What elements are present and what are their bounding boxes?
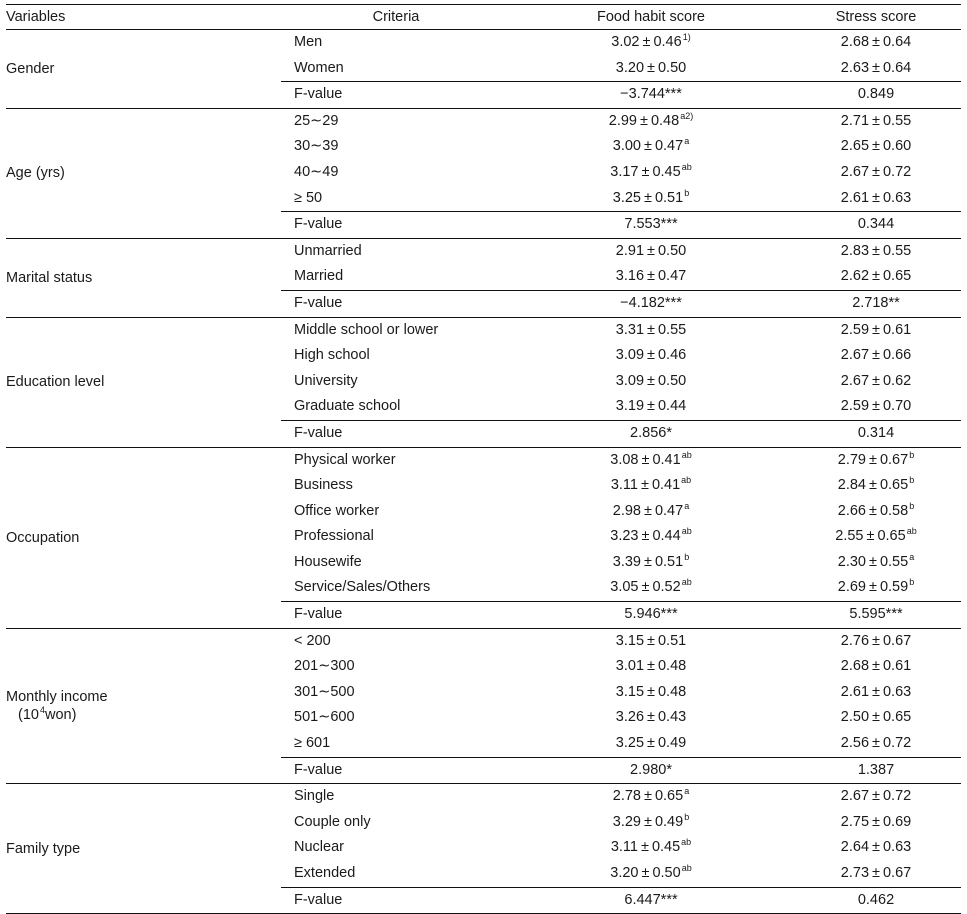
criteria-cell: Single [294, 788, 335, 805]
variable-label: Marital status [6, 269, 93, 286]
variable-label: Family type [6, 840, 81, 857]
food-habit-score-cell: 3.11 ± 0.45$^{ab}$ [610, 837, 692, 856]
food-habit-score-cell: 3.11 ± 0.41$^{ab}$ [610, 475, 692, 494]
food-f-value: −3.744*** [511, 82, 791, 109]
f-value-label: F-value [281, 757, 511, 784]
table-body [6, 30, 961, 914]
criteria-cell: High school [294, 347, 370, 364]
stress-f-value: 5.595*** [791, 602, 961, 629]
stress-score-cell: 2.61 ± 0.63 [840, 189, 912, 206]
food-habit-score-cell: 3.09 ± 0.46 [615, 347, 687, 364]
criteria-cell: 30∼39 [294, 138, 339, 155]
f-value-label: F-value [281, 290, 511, 317]
variable-cell [6, 628, 281, 784]
food-habit-score-cell: 3.20 ± 0.50 [615, 59, 687, 76]
variable-label: Education level [6, 374, 105, 391]
stress-score-cell: 2.63 ± 0.64 [840, 59, 912, 76]
stress-score-cell: 2.76 ± 0.67 [840, 632, 912, 649]
variable-label: Gender [6, 60, 55, 77]
stress-f-value: 0.462 [791, 887, 961, 914]
food-habit-score-cell: 3.00 ± 0.47$^a$ [612, 136, 690, 155]
criteria-cell: Professional [294, 528, 374, 545]
criteria-cell: Nuclear [294, 839, 344, 856]
results-table [6, 4, 961, 914]
table-row [6, 238, 961, 264]
food-habit-score-cell: 2.91 ± 0.50 [615, 242, 687, 259]
criteria-cell: University [294, 372, 358, 389]
table-row [6, 108, 961, 134]
stress-score-cell: 2.67 ± 0.62 [840, 372, 912, 389]
table-row [6, 30, 961, 56]
stress-f-value: 2.718** [791, 290, 961, 317]
criteria-cell: Couple only [294, 813, 371, 830]
stress-score-cell: 2.73 ± 0.67 [840, 865, 912, 881]
food-f-value: 2.980* [511, 757, 791, 784]
food-habit-score-cell: 3.29 ± 0.49$^b$ [612, 811, 690, 830]
stress-score-cell: 2.83 ± 0.55 [840, 242, 912, 259]
stress-score-cell: 2.67 ± 0.72 [840, 788, 912, 805]
variable-cell [6, 784, 281, 914]
criteria-cell: Unmarried [294, 242, 362, 259]
criteria-cell: Service/Sales/Others [294, 579, 431, 596]
header-row [6, 5, 961, 30]
food-habit-score-cell: 3.20 ± 0.50$^{ab}$ [610, 863, 692, 881]
food-habit-score-cell: 3.09 ± 0.50 [615, 372, 687, 389]
stress-score-cell: 2.56 ± 0.72 [840, 735, 912, 752]
food-f-value: 2.856* [511, 420, 791, 447]
criteria-cell: 40∼49 [294, 163, 339, 180]
food-f-value: 6.447*** [511, 887, 791, 914]
stress-score-cell: 2.50 ± 0.65 [840, 709, 912, 726]
criteria-cell: Office worker [294, 502, 380, 519]
criteria-cell: Business [294, 477, 353, 494]
criteria-cell: Extended [294, 865, 356, 881]
variable-label: Age (yrs) [6, 165, 65, 182]
criteria-cell: 25∼29 [294, 112, 339, 129]
header-food-habit-score: Food habit score [511, 5, 791, 30]
food-habit-score-cell: 3.17 ± 0.45$^{ab}$ [610, 161, 692, 180]
criteria-cell: Housewife [294, 553, 362, 570]
table-row [6, 784, 961, 810]
criteria-cell: Men [294, 34, 323, 50]
criteria-cell: < 200 [294, 632, 331, 649]
variable-cell [6, 238, 281, 317]
variable-label: Monthly income [6, 688, 108, 705]
f-value-label: F-value [281, 82, 511, 109]
stress-score-cell: 2.66 ± 0.58$^b$ [837, 500, 915, 519]
stress-score-cell: 2.55 ± 0.65$^{ab}$ [835, 526, 917, 545]
criteria-cell: ≥ 50 [294, 189, 323, 206]
f-value-label: F-value [281, 212, 511, 239]
stress-f-value: 0.314 [791, 420, 961, 447]
food-habit-score-cell: 3.31 ± 0.55 [615, 321, 687, 338]
food-f-value: 5.946*** [511, 602, 791, 629]
criteria-cell: ≥ 601 [294, 735, 331, 752]
food-habit-score-cell: 3.25 ± 0.49 [615, 735, 687, 752]
food-habit-score-cell: 3.23 ± 0.44$^{ab}$ [610, 526, 692, 545]
food-habit-score-cell: $3.02 \pm 0.46^{1)}$ [611, 32, 691, 50]
food-habit-score-cell: 3.15 ± 0.51 [615, 632, 687, 649]
criteria-cell: 501∼600 [294, 709, 355, 726]
stress-score-cell: 2.75 ± 0.69 [840, 813, 912, 830]
food-habit-score-cell: 3.01 ± 0.48 [615, 658, 687, 675]
variable-unit: $(10^4won)$ [18, 704, 77, 723]
table-row [6, 447, 961, 473]
table-row [6, 628, 961, 654]
food-f-value: 7.553*** [511, 212, 791, 239]
stress-score-cell: 2.69 ± 0.59$^b$ [837, 577, 915, 596]
stress-score-cell: 2.62 ± 0.65 [840, 268, 912, 285]
stress-score-cell: 2.67 ± 0.66 [840, 347, 912, 364]
food-habit-score-cell: 2.98 ± 0.47$^a$ [612, 500, 690, 519]
stress-score-cell: 2.79 ± 0.67$^b$ [837, 449, 915, 468]
food-f-value: −4.182*** [511, 290, 791, 317]
criteria-cell: 301∼500 [294, 683, 355, 700]
stress-f-value: 0.344 [791, 212, 961, 239]
f-value-label: F-value [281, 887, 511, 914]
criteria-cell: Married [294, 268, 344, 285]
stress-score-cell: 2.59 ± 0.70 [840, 398, 912, 415]
food-habit-score-cell: $2.99 \pm 0.48^{a2)}$ [608, 110, 694, 129]
stress-score-cell: 2.68 ± 0.64 [840, 34, 912, 50]
food-habit-score-cell: 3.19 ± 0.44 [615, 398, 687, 415]
stress-score-cell: 2.71 ± 0.55 [840, 112, 912, 129]
stress-score-cell: 2.84 ± 0.65$^b$ [837, 475, 915, 494]
stress-f-value: 1.387 [791, 757, 961, 784]
variable-cell [6, 447, 281, 628]
criteria-cell: Women [294, 59, 344, 76]
food-habit-score-cell: 2.78 ± 0.65$^a$ [612, 786, 690, 805]
food-habit-score-cell: 3.26 ± 0.43 [615, 709, 687, 726]
criteria-cell: Graduate school [294, 398, 401, 415]
stress-score-cell: 2.68 ± 0.61 [840, 658, 912, 675]
stress-f-value: 0.849 [791, 82, 961, 109]
criteria-cell: 201∼300 [294, 658, 355, 675]
variable-label: Occupation [6, 529, 80, 546]
header-criteria: Criteria [281, 5, 511, 30]
stress-score-cell: 2.61 ± 0.63 [840, 683, 912, 700]
variable-cell [6, 30, 281, 109]
food-habit-score-cell: 3.05 ± 0.52$^{ab}$ [610, 577, 692, 596]
criteria-cell: Middle school or lower [294, 321, 439, 338]
variable-cell [6, 317, 281, 447]
stress-score-cell: 2.59 ± 0.61 [840, 321, 912, 338]
stress-score-cell: 2.64 ± 0.63 [840, 839, 912, 856]
food-habit-score-cell: 3.15 ± 0.48 [615, 683, 687, 700]
stress-score-cell: 2.67 ± 0.72 [840, 163, 912, 180]
stress-score-cell: 2.30 ± 0.55$^a$ [837, 551, 915, 570]
header-stress-score: Stress score [791, 5, 961, 30]
food-habit-score-cell: 3.25 ± 0.51$^b$ [612, 187, 690, 206]
food-habit-score-cell: 3.39 ± 0.51$^b$ [612, 551, 690, 570]
food-habit-score-cell: 3.16 ± 0.47 [615, 268, 687, 285]
food-habit-score-cell: 3.08 ± 0.41$^{ab}$ [610, 449, 692, 468]
stress-score-cell: 2.65 ± 0.60 [840, 138, 912, 155]
variable-cell [6, 108, 281, 238]
header-variables: Variables [6, 5, 281, 30]
f-value-label: F-value [281, 420, 511, 447]
table-row [6, 317, 961, 343]
f-value-label: F-value [281, 602, 511, 629]
criteria-cell: Physical worker [294, 451, 396, 468]
